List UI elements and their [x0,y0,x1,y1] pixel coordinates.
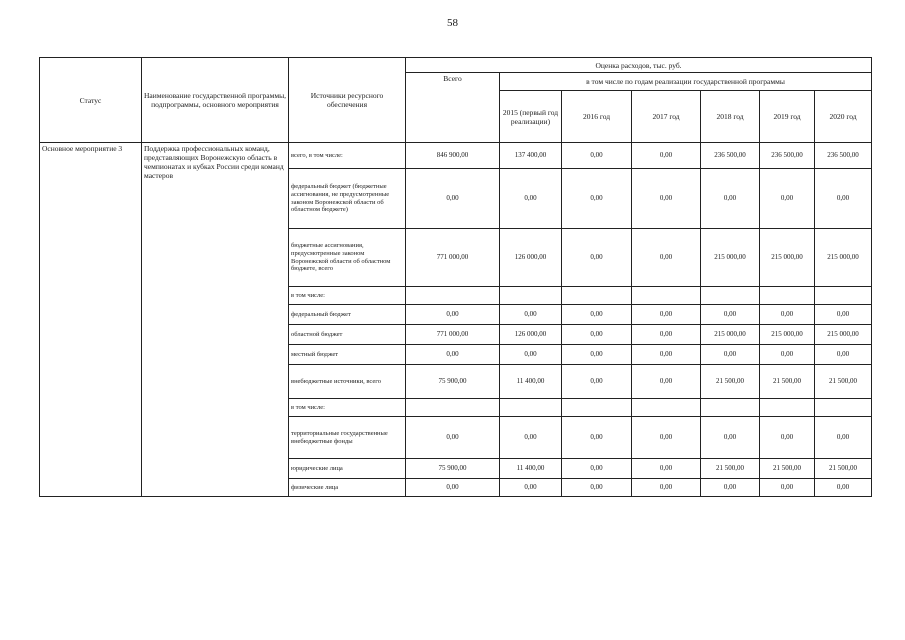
value-cell: 21 500,00 [701,365,760,399]
program-name-cell: Поддержка профессиональных команд, представляющих Воронежскую область в чемпионатах и кубках России среди команд мастеров [142,143,289,497]
value-cell: 0,00 [632,417,701,459]
source-cell: юридические лица [289,459,406,479]
value-cell: 0,00 [562,169,632,229]
value-cell: 0,00 [632,345,701,365]
value-cell: 0,00 [760,479,815,497]
value-cell: 0,00 [760,305,815,325]
value-cell: 771 000,00 [406,229,500,287]
value-cell [815,399,872,417]
header-year-2015: 2015 (первый год реализации) [500,91,562,143]
value-cell: 215 000,00 [760,325,815,345]
value-cell: 21 500,00 [701,459,760,479]
value-cell: 0,00 [500,345,562,365]
value-cell: 0,00 [632,365,701,399]
value-cell: 0,00 [632,143,701,169]
value-cell [632,399,701,417]
source-cell: внебюджетные источники, всего [289,365,406,399]
value-cell [562,399,632,417]
value-cell: 0,00 [562,143,632,169]
value-cell: 126 000,00 [500,229,562,287]
value-cell: 236 500,00 [760,143,815,169]
value-cell: 0,00 [815,169,872,229]
value-cell: 215 000,00 [701,325,760,345]
source-cell: всего, в том числе: [289,143,406,169]
value-cell: 21 500,00 [760,365,815,399]
value-cell: 215 000,00 [815,229,872,287]
header-cost-estimate: Оценка расходов, тыс. руб. [406,58,872,73]
source-cell: федеральный бюджет [289,305,406,325]
value-cell [701,399,760,417]
value-cell: 215 000,00 [760,229,815,287]
value-cell: 0,00 [701,417,760,459]
status-cell: Основное мероприятие 3 [40,143,142,497]
value-cell: 0,00 [562,229,632,287]
value-cell: 0,00 [406,479,500,497]
value-cell: 11 400,00 [500,365,562,399]
value-cell: 0,00 [701,169,760,229]
value-cell: 215 000,00 [815,325,872,345]
value-cell: 0,00 [701,345,760,365]
value-cell: 0,00 [562,459,632,479]
value-cell [632,287,701,305]
header-total: Всего [406,73,500,143]
value-cell: 0,00 [562,325,632,345]
value-cell: 21 500,00 [815,365,872,399]
value-cell: 0,00 [406,345,500,365]
value-cell [500,287,562,305]
header-row-1 [40,58,872,73]
value-cell: 0,00 [815,479,872,497]
header-year-2018: 2018 год [701,91,760,143]
value-cell: 21 500,00 [815,459,872,479]
value-cell: 0,00 [632,459,701,479]
value-cell: 0,00 [815,305,872,325]
source-cell: областной бюджет [289,325,406,345]
value-cell: 0,00 [562,345,632,365]
value-cell: 0,00 [500,479,562,497]
value-cell: 0,00 [406,169,500,229]
value-cell: 0,00 [815,417,872,459]
value-cell: 771 000,00 [406,325,500,345]
source-cell: местный бюджет [289,345,406,365]
value-cell: 21 500,00 [760,459,815,479]
value-cell: 11 400,00 [500,459,562,479]
value-cell: 75 900,00 [406,459,500,479]
value-cell: 0,00 [562,417,632,459]
value-cell: 846 900,00 [406,143,500,169]
value-cell [760,399,815,417]
value-cell: 0,00 [500,169,562,229]
source-cell: в том числе: [289,287,406,305]
header-year-2019: 2019 год [760,91,815,143]
value-cell [701,287,760,305]
value-cell [760,287,815,305]
value-cell: 0,00 [760,345,815,365]
value-cell: 0,00 [760,417,815,459]
value-cell: 0,00 [632,479,701,497]
value-cell: 0,00 [760,169,815,229]
value-cell: 236 500,00 [701,143,760,169]
value-cell: 0,00 [632,325,701,345]
table-row [40,143,872,169]
value-cell [406,287,500,305]
value-cell [815,287,872,305]
value-cell: 236 500,00 [815,143,872,169]
source-cell: федеральный бюджет (бюджетные ассигнования, не предусмотренные законом Воронежской области об областном бюджете) [289,169,406,229]
value-cell: 75 900,00 [406,365,500,399]
header-status: Статус [40,58,142,143]
value-cell: 0,00 [632,229,701,287]
header-by-years: в том числе по годам реализации государственной программы [500,73,872,91]
header-sources: Источники ресурсного обеспечения [289,58,406,143]
value-cell: 0,00 [562,479,632,497]
value-cell: 0,00 [562,305,632,325]
header-year-2017: 2017 год [632,91,701,143]
budget-table [39,57,872,497]
value-cell: 0,00 [632,305,701,325]
value-cell: 0,00 [701,305,760,325]
source-cell: физические лица [289,479,406,497]
value-cell: 0,00 [562,365,632,399]
value-cell [406,399,500,417]
value-cell: 0,00 [406,305,500,325]
page-number: 58 [447,17,458,29]
header-year-2020: 2020 год [815,91,872,143]
value-cell: 0,00 [701,479,760,497]
source-cell: в том числе: [289,399,406,417]
value-cell [500,399,562,417]
value-cell: 0,00 [406,417,500,459]
value-cell: 0,00 [632,169,701,229]
source-cell: бюджетные ассигнования, предусмотренные законом Воронежской области об областном бюджете, всего [289,229,406,287]
value-cell: 215 000,00 [701,229,760,287]
header-year-2016: 2016 год [562,91,632,143]
value-cell [562,287,632,305]
header-program-name: Наименование государственной программы, подпрограммы, основного мероприятия [142,58,289,143]
value-cell: 0,00 [500,417,562,459]
value-cell: 0,00 [500,305,562,325]
value-cell: 0,00 [815,345,872,365]
value-cell: 137 400,00 [500,143,562,169]
source-cell: территориальные государственные внебюджетные фонды [289,417,406,459]
value-cell: 126 000,00 [500,325,562,345]
